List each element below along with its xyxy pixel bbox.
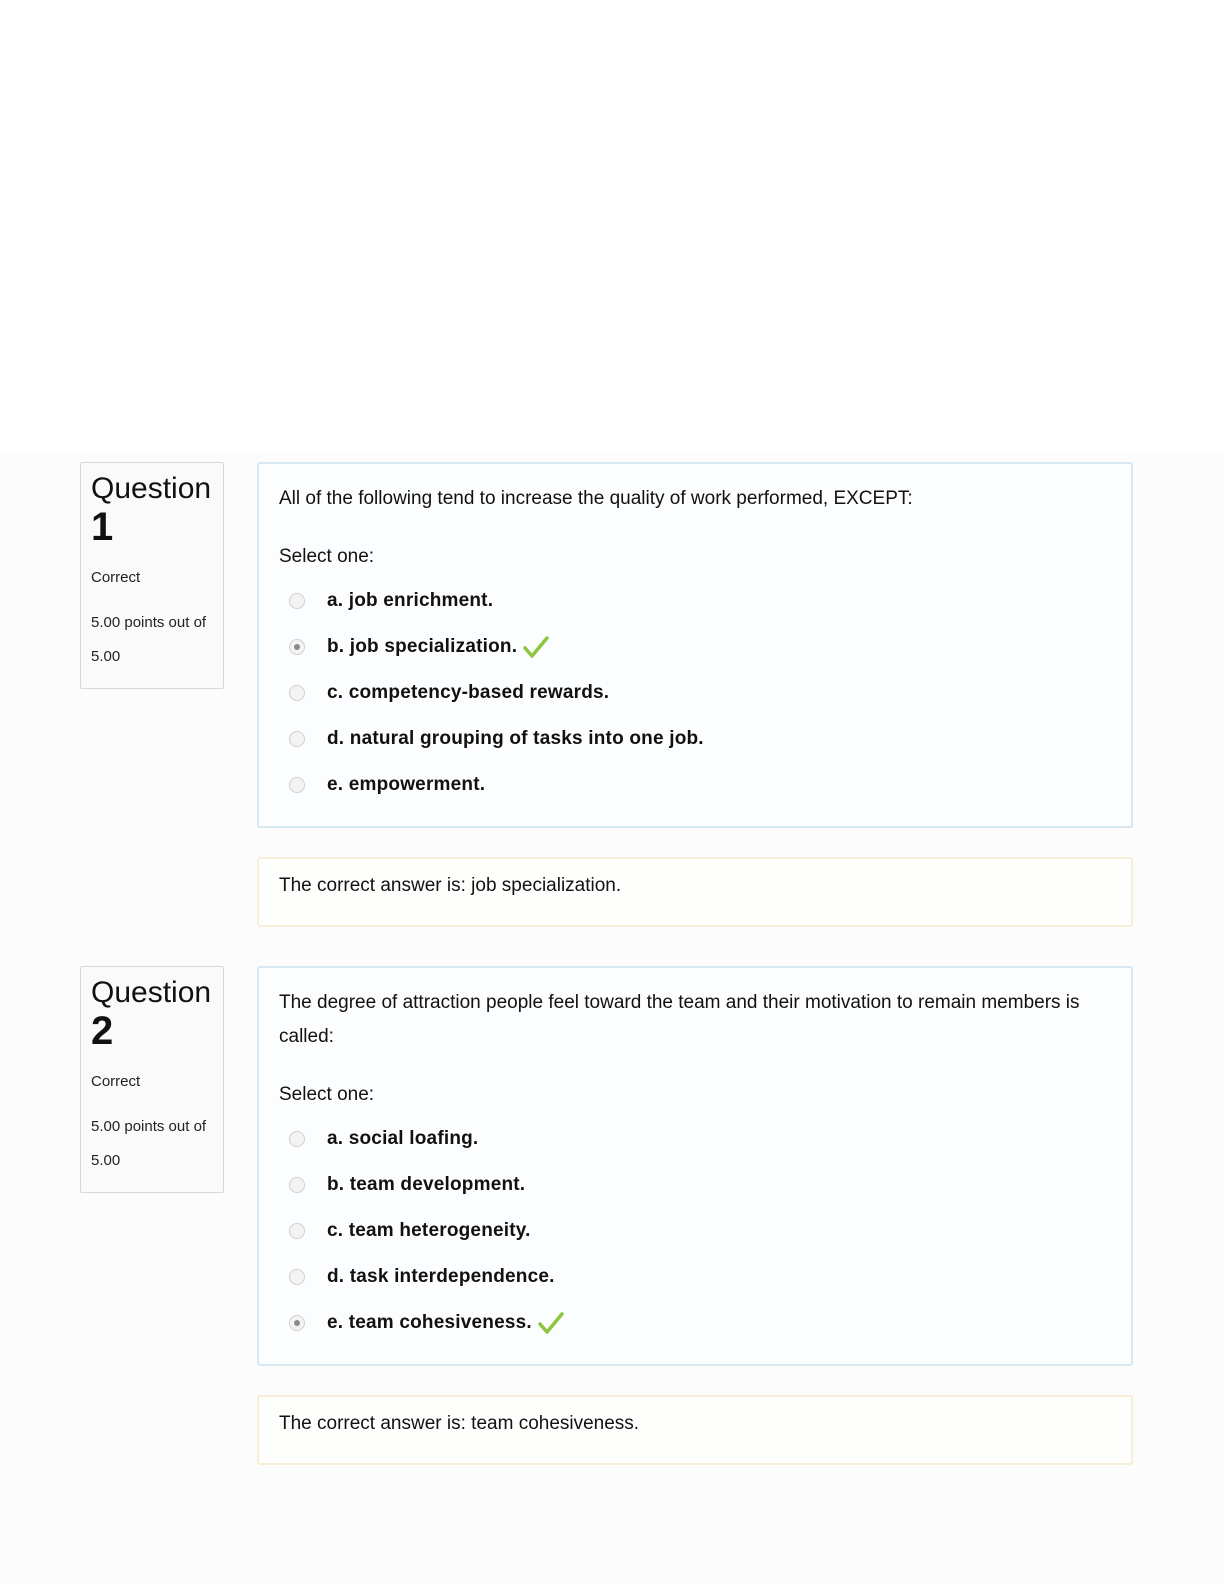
answer-option[interactable] bbox=[279, 1162, 1111, 1208]
answer-option[interactable] bbox=[279, 716, 1111, 762]
option-label: d. task interdependence. bbox=[327, 1266, 555, 1287]
radio-button[interactable] bbox=[289, 1177, 305, 1193]
answer-option[interactable] bbox=[279, 624, 1111, 670]
question-state: Correct bbox=[91, 1073, 141, 1090]
radio-button[interactable] bbox=[289, 1131, 305, 1147]
question-number: 2 bbox=[91, 1009, 114, 1053]
answer-option[interactable] bbox=[279, 1116, 1111, 1162]
answer-options bbox=[279, 578, 1111, 808]
option-label: b. job specialization. bbox=[327, 636, 518, 657]
correct-answer-feedback-1: The correct answer is: job specialization. bbox=[257, 857, 1133, 927]
question-info-2 bbox=[80, 966, 224, 1193]
check-mark-icon bbox=[538, 1311, 564, 1335]
option-label: e. team cohesiveness. bbox=[327, 1312, 532, 1333]
check-mark-icon bbox=[523, 635, 549, 659]
correct-answer-feedback-2: The correct answer is: team cohesiveness. bbox=[257, 1395, 1133, 1465]
radio-button[interactable] bbox=[289, 685, 305, 701]
option-label: c. team heterogeneity. bbox=[327, 1220, 531, 1241]
answer-option[interactable] bbox=[279, 670, 1111, 716]
answer-option[interactable] bbox=[279, 762, 1111, 808]
question-word: Question bbox=[91, 976, 212, 1009]
radio-button[interactable] bbox=[289, 731, 305, 747]
answer-option[interactable] bbox=[279, 1300, 1111, 1346]
question-info-1 bbox=[80, 462, 224, 689]
answer-option[interactable] bbox=[279, 1208, 1111, 1254]
question-grade: 5.00 points out of 5.00 bbox=[91, 614, 207, 665]
question-number: 1 bbox=[91, 505, 114, 549]
option-label: a. social loafing. bbox=[327, 1128, 479, 1149]
select-one-prompt: Select one: bbox=[279, 546, 375, 567]
question-grade: 5.00 points out of 5.00 bbox=[91, 1118, 207, 1169]
question-formulation-1 bbox=[257, 462, 1133, 828]
radio-button[interactable] bbox=[289, 593, 305, 609]
question-word: Question bbox=[91, 472, 212, 505]
select-one-prompt: Select one: bbox=[279, 1084, 375, 1105]
answer-option[interactable] bbox=[279, 1254, 1111, 1300]
radio-button-selected[interactable] bbox=[289, 1315, 305, 1331]
question-formulation-2 bbox=[257, 966, 1133, 1366]
question-text: All of the following tend to increase the quality of work performed, EXCEPT: bbox=[279, 488, 913, 509]
question-text: The degree of attraction people feel toward the team and their motivation to remain members is called: bbox=[279, 992, 1080, 1047]
question-state: Correct bbox=[91, 569, 141, 586]
radio-button[interactable] bbox=[289, 1223, 305, 1239]
option-label: b. team development. bbox=[327, 1174, 526, 1195]
option-label: d. natural grouping of tasks into one job. bbox=[327, 728, 704, 749]
option-label: c. competency-based rewards. bbox=[327, 682, 610, 703]
option-label: a. job enrichment. bbox=[327, 590, 494, 611]
radio-button-selected[interactable] bbox=[289, 639, 305, 655]
option-label: e. empowerment. bbox=[327, 774, 486, 795]
answer-option[interactable] bbox=[279, 578, 1111, 624]
radio-button[interactable] bbox=[289, 777, 305, 793]
answer-options bbox=[279, 1116, 1111, 1346]
radio-button[interactable] bbox=[289, 1269, 305, 1285]
